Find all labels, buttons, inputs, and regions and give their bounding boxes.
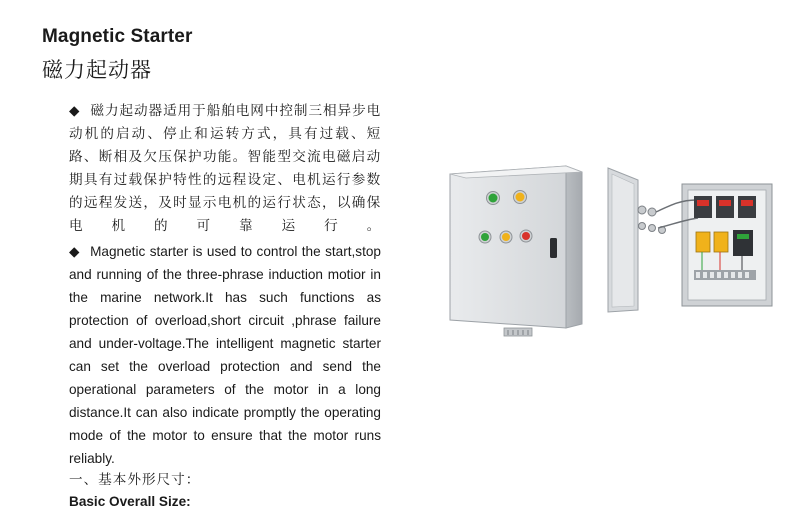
indicator-lamp-green [487, 192, 500, 205]
page-title-en: Magnetic Starter [42, 26, 193, 47]
subheading-en: Basic Overall Size: [69, 494, 191, 509]
description-en [69, 240, 381, 470]
description-zh-text: 磁力起动器适用于船舶电网中控制三相异步电动机的启动、停止和运转方式，具有过载、短路、断相及欠压保护功能。智能型交流电磁启动期具有过载保护特性的远程设定、电机运行参数的远程发送，及时显示电机的运行状态，以确保电机的可靠运行。 [69, 103, 381, 233]
page-title-zh: 磁力起动器 [42, 59, 152, 82]
indicator-lamp-green-2 [479, 231, 491, 243]
indicator-lamp-yellow [514, 191, 527, 204]
subheading-zh: 一、基本外形尺寸： [69, 472, 201, 487]
door-handle [550, 238, 557, 258]
open-cabinet [608, 168, 772, 312]
closed-cabinet [450, 166, 582, 336]
contactor-2 [716, 196, 734, 218]
bullet-icon: ◆ [69, 244, 81, 259]
bullet-icon: ◆ [69, 103, 81, 118]
contactor-1 [694, 196, 712, 218]
magnetic-starter-photo [446, 160, 776, 360]
indicator-lamp-red [520, 230, 532, 242]
contactor-3 [738, 196, 756, 218]
description-zh [69, 99, 381, 237]
indicator-lamp-yellow-2 [500, 231, 512, 243]
description-en-text: Magnetic starter is used to control the start,stop and running of the three-phrase induction motior in the marine network.It has such functions as protection of overload,short circuit ,phrase failure and under-voltage.The intelligent magnetic starter can set the overload protection and send the operational parameters of the motor in a long distance.It can also indicate promptly the operating mode of the motor to ensure that the motor runs reliably. [69, 244, 381, 466]
